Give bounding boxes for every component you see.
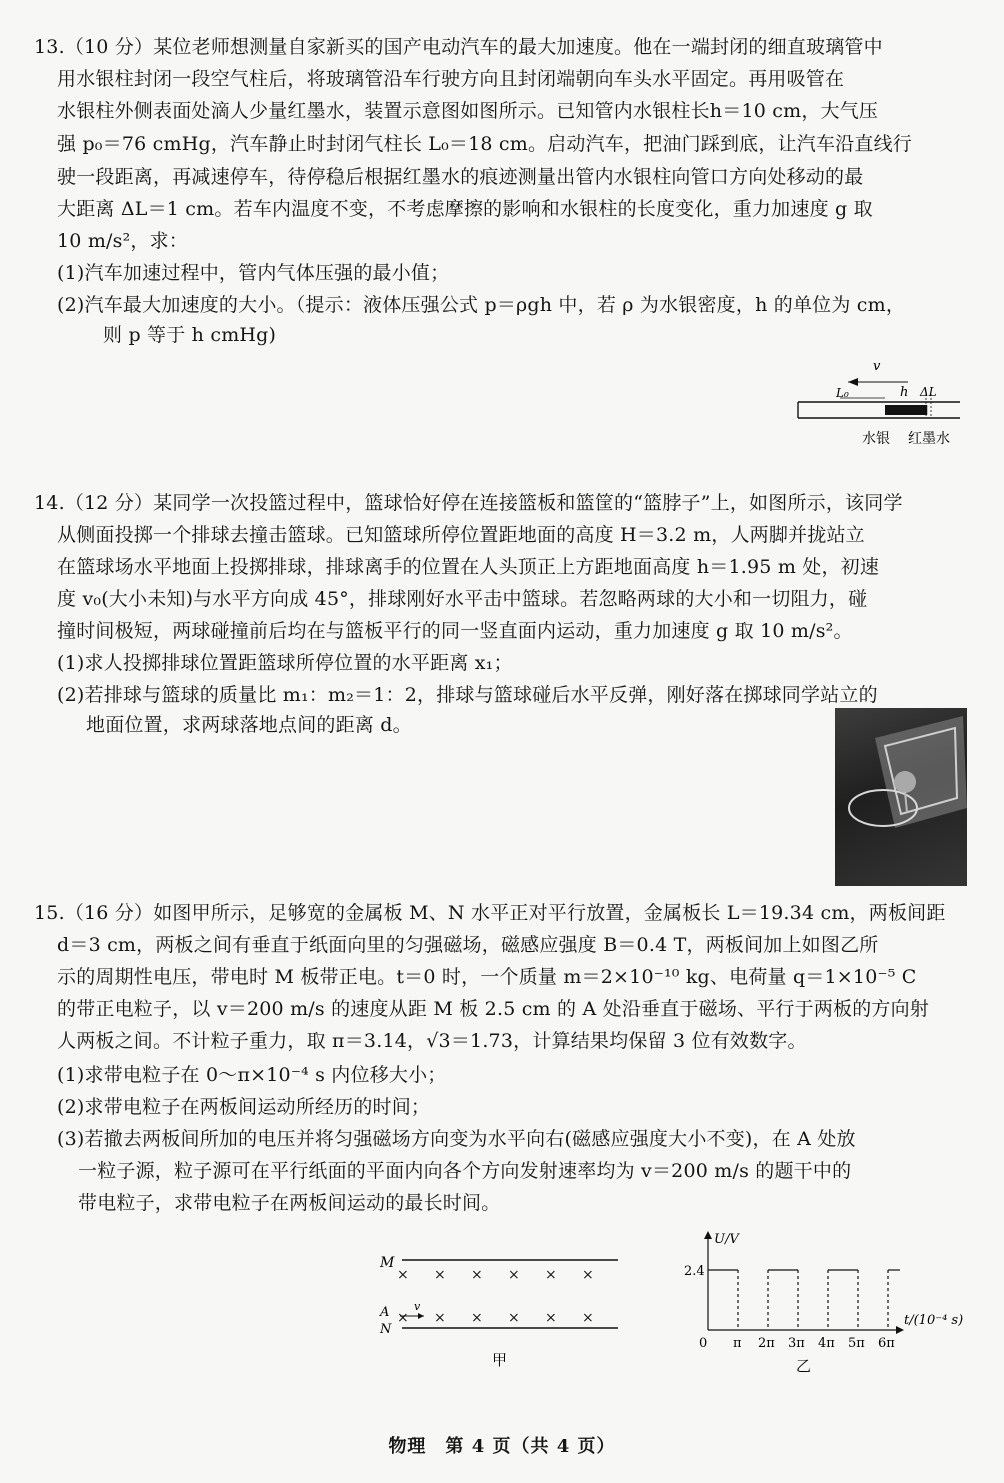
q14-line-5: 撞时间极短，两球碰撞前后均在与篮板平行的同一竖直面内运动，重力加速度 g 取 10 m/s²。 [57,620,853,642]
svg-text:×: × [508,1310,520,1326]
tick-0: 0 [699,1336,708,1351]
tick-pi: π [733,1336,742,1351]
t-axis-label: t/(10⁻⁴ s) [904,1313,964,1328]
q13-line-6: 大距离 ΔL＝1 cm。若车内温度不变，不考虑摩擦的影响和水银柱的长度变化，重力加速度 g 取 [57,198,873,220]
plate-M-label: M [380,1255,395,1271]
q14-line-3: 在篮球场水平地面上投掷排球，排球离手的位置在人头顶正上方距地面高度 h＝1.95 m 处，初速 [57,556,880,578]
svg-text:×: × [582,1310,594,1326]
figure-jia-caption: 甲 [492,1351,508,1369]
voltage-waveform [708,1270,900,1330]
tick-3pi: 3π [788,1336,805,1351]
t-axis-ticks [699,1336,895,1351]
q13-fig-v: v [873,359,881,374]
q15-sub1: (1)求带电粒子在 0～π×10⁻⁴ s 内位移大小； [57,1064,447,1086]
voltage-level-label: 2.4 [684,1264,705,1279]
q15-sub3: (3)若撤去两板间所加的电压并将匀强磁场方向变为水平向右(磁感应强度大小不变)，在 A 处放 [57,1128,856,1150]
q14-sub2-cont: 地面位置，求两球落地点间的距离 d。 [86,714,412,736]
svg-text:×: × [508,1267,520,1283]
q15-line-3: 示的周期性电压，带电时 M 板带正电。t＝0 时，一个质量 m＝2×10⁻¹⁰ kg、电荷量 q＝1×10⁻⁵ C [57,966,917,988]
q13-line-7: 10 m/s²，求： [57,230,189,252]
plate-N-label: N [380,1322,392,1337]
q15-figure-yi [678,1225,978,1375]
q14-line-2: 从侧面投掷一个排球去撞击篮球。已知篮球所停位置距地面的高度 H＝3.2 m，人两脚并拢站立 [57,524,865,546]
svg-text:×: × [582,1267,594,1283]
q13-line-4: 强 p₀＝76 cmHg，汽车静止时封闭气柱长 L₀＝18 cm。启动汽车，把油门踩到底，让汽车沿直线行 [57,133,912,155]
q13-line-3: 水银柱外侧表面处滴人少量红墨水，装置示意图如图所示。已知管内水银柱长h＝10 cm，大气压 [57,100,879,122]
q13-sub2-cont: 则 p 等于 h cmHg) [103,324,277,346]
svg-text:×: × [434,1310,446,1326]
tick-6pi: 6π [878,1336,895,1351]
q13-line-2: 用水银柱封闭一段空气柱后，将玻璃管沿车行驶方向且封闭端朝向车头水平固定。再用吸管在 [57,68,845,90]
q13-fig-dL: ΔL [920,385,937,399]
svg-text:×: × [545,1310,557,1326]
q13-sub1: (1)汽车加速过程中，管内气体压强的最小值； [57,262,450,284]
q15-line-2: d＝3 cm，两板之间有垂直于纸面向里的匀强磁场，磁感应强度 B＝0.4 T，两板间加上如图乙所 [57,934,879,956]
svg-text:×: × [397,1310,409,1326]
u-axis-label: U/V [714,1232,739,1247]
velocity-v-label: v [414,1300,421,1313]
page-footer: 物理 第 4 页（共 4 页） [388,1436,616,1457]
q13-sub2: (2)汽车最大加速度的大小。（提示：液体压强公式 p＝ρgh 中，若 ρ 为水银密度，h 的单位为 cm， [57,294,906,316]
svg-text:×: × [397,1267,409,1283]
q15-sub3-cont1: 一粒子源，粒子源可在平行纸面的平面内向各个方向发射速率均为 v＝200 m/s 的题干中的 [78,1160,852,1182]
svg-text:×: × [471,1267,483,1283]
q13-line-1: 13.（10 分）某位老师想测量自家新买的国产电动汽车的最大加速度。他在一端封闭的细直玻璃管中 [34,36,883,58]
q14-sub1: (1)求人投掷排球位置距篮球所停位置的水平距离 x₁； [57,652,513,674]
q15-sub3-cont2: 带电粒子，求带电粒子在两板间运动的最长时间。 [78,1192,501,1214]
q13-fig-h: h [900,385,909,400]
q14-line-4: 度 v₀(大小未知)与水平方向成 45°，排球刚好水平击中篮球。若忽略两球的大小和一切阻力，碰 [57,588,868,610]
basketball-hoop-photo [835,708,967,886]
figure-yi-caption: 乙 [796,1357,812,1375]
q14-sub2: (2)若排球与篮球的质量比 m₁：m₂＝1：2，排球与篮球碰后水平反弹，刚好落在掷球同学站立的 [57,684,878,706]
tick-2pi: 2π [758,1336,775,1351]
q13-line-5: 驶一段距离，再减速停车，待停稳后根据红墨水的痕迹测量出管内水银柱向管口方向处移动的最 [57,166,864,188]
q13-fig-L0: L₀ [836,386,849,400]
q13-fig-ink: 红墨水 [908,431,950,447]
tick-5pi: 5π [848,1336,865,1351]
q15-figure-jia [370,1245,630,1375]
q13-tube-figure [790,350,970,450]
magnetic-field-marks [397,1267,594,1326]
q13-fig-mercury: 水银 [862,431,890,447]
tick-4pi: 4π [818,1336,835,1351]
q15-line-5: 人两板之间。不计粒子重力，取 π＝3.14，√3＝1.73，计算结果均保留 3 位有效数字。 [57,1030,807,1052]
q14-line-1: 14.（12 分）某同学一次投篮过程中，篮球恰好停在连接篮板和篮筐的“篮脖子”上，如图所示，该同学 [34,492,903,514]
q15-line-4: 的带正电粒子，以 v＝200 m/s 的速度从距 M 板 2.5 cm 的 A 处沿垂直于磁场、平行于两板的方向射 [57,998,930,1020]
point-A-label: A [380,1305,390,1320]
svg-text:×: × [434,1267,446,1283]
q15-line-1: 15.（16 分）如图甲所示，足够宽的金属板 M、N 水平正对平行放置，金属板长 L＝19.34 cm，两板间距 [34,902,946,924]
svg-text:×: × [545,1267,557,1283]
svg-text:×: × [471,1310,483,1326]
q15-sub2: (2)求带电粒子在两板间运动所经历的时间； [57,1096,431,1118]
